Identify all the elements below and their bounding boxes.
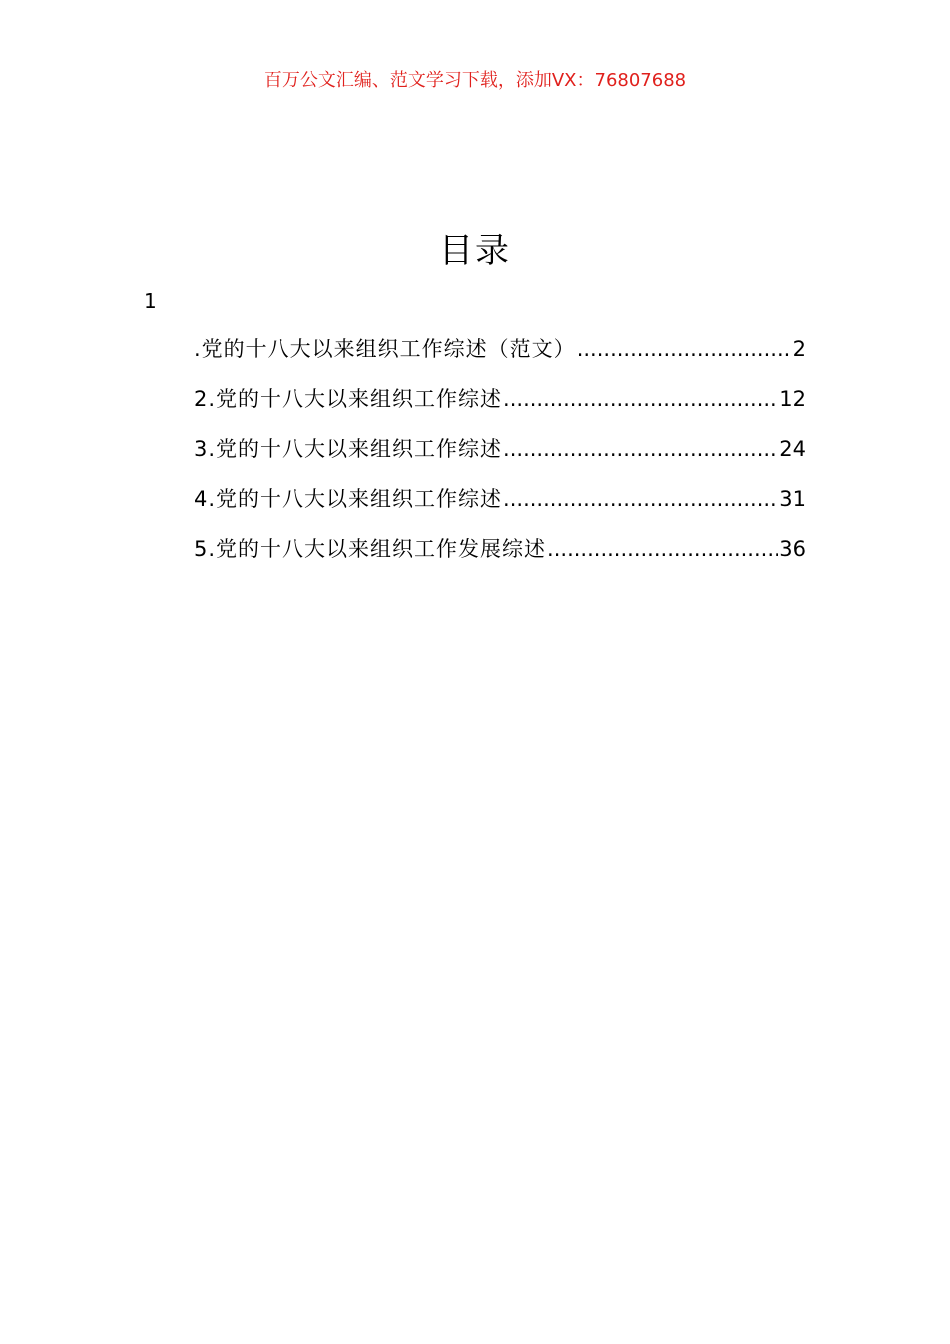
toc-dot-leader [503,484,778,514]
toc-entry-2[interactable] [194,384,806,434]
toc-dot-leader [503,434,778,464]
toc-entry-4[interactable] [194,484,806,534]
toc-entry-1[interactable] [194,334,806,384]
toc-stray-number: 1 [144,289,157,313]
toc-dot-leader [503,384,778,414]
toc-entry-title: 4.党的十八大以来组织工作综述 [194,487,503,511]
toc-page-number: 2 [792,337,806,361]
toc-entry-title: 5.党的十八大以来组织工作发展综述 [194,537,547,561]
toc-page-number: 36 [779,537,806,561]
toc-page-number: 31 [779,487,806,511]
toc-page-number: 12 [779,387,806,411]
toc-dot-leader [577,334,792,364]
toc-entry-3[interactable] [194,434,806,484]
toc-dot-leader [547,534,778,564]
toc-entry-5[interactable] [194,534,806,584]
toc-entry-title: 3.党的十八大以来组织工作综述 [194,437,503,461]
toc-entry-title: 2.党的十八大以来组织工作综述 [194,387,503,411]
toc-entry-title: .党的十八大以来组织工作综述（范文） [194,337,576,361]
toc-list [194,334,806,584]
header-promo-note: 百万公文汇编、范文学习下载，添加VX：76807688 [263,70,687,91]
toc-title: 目录 [439,231,511,271]
toc-page-number: 24 [779,437,806,461]
